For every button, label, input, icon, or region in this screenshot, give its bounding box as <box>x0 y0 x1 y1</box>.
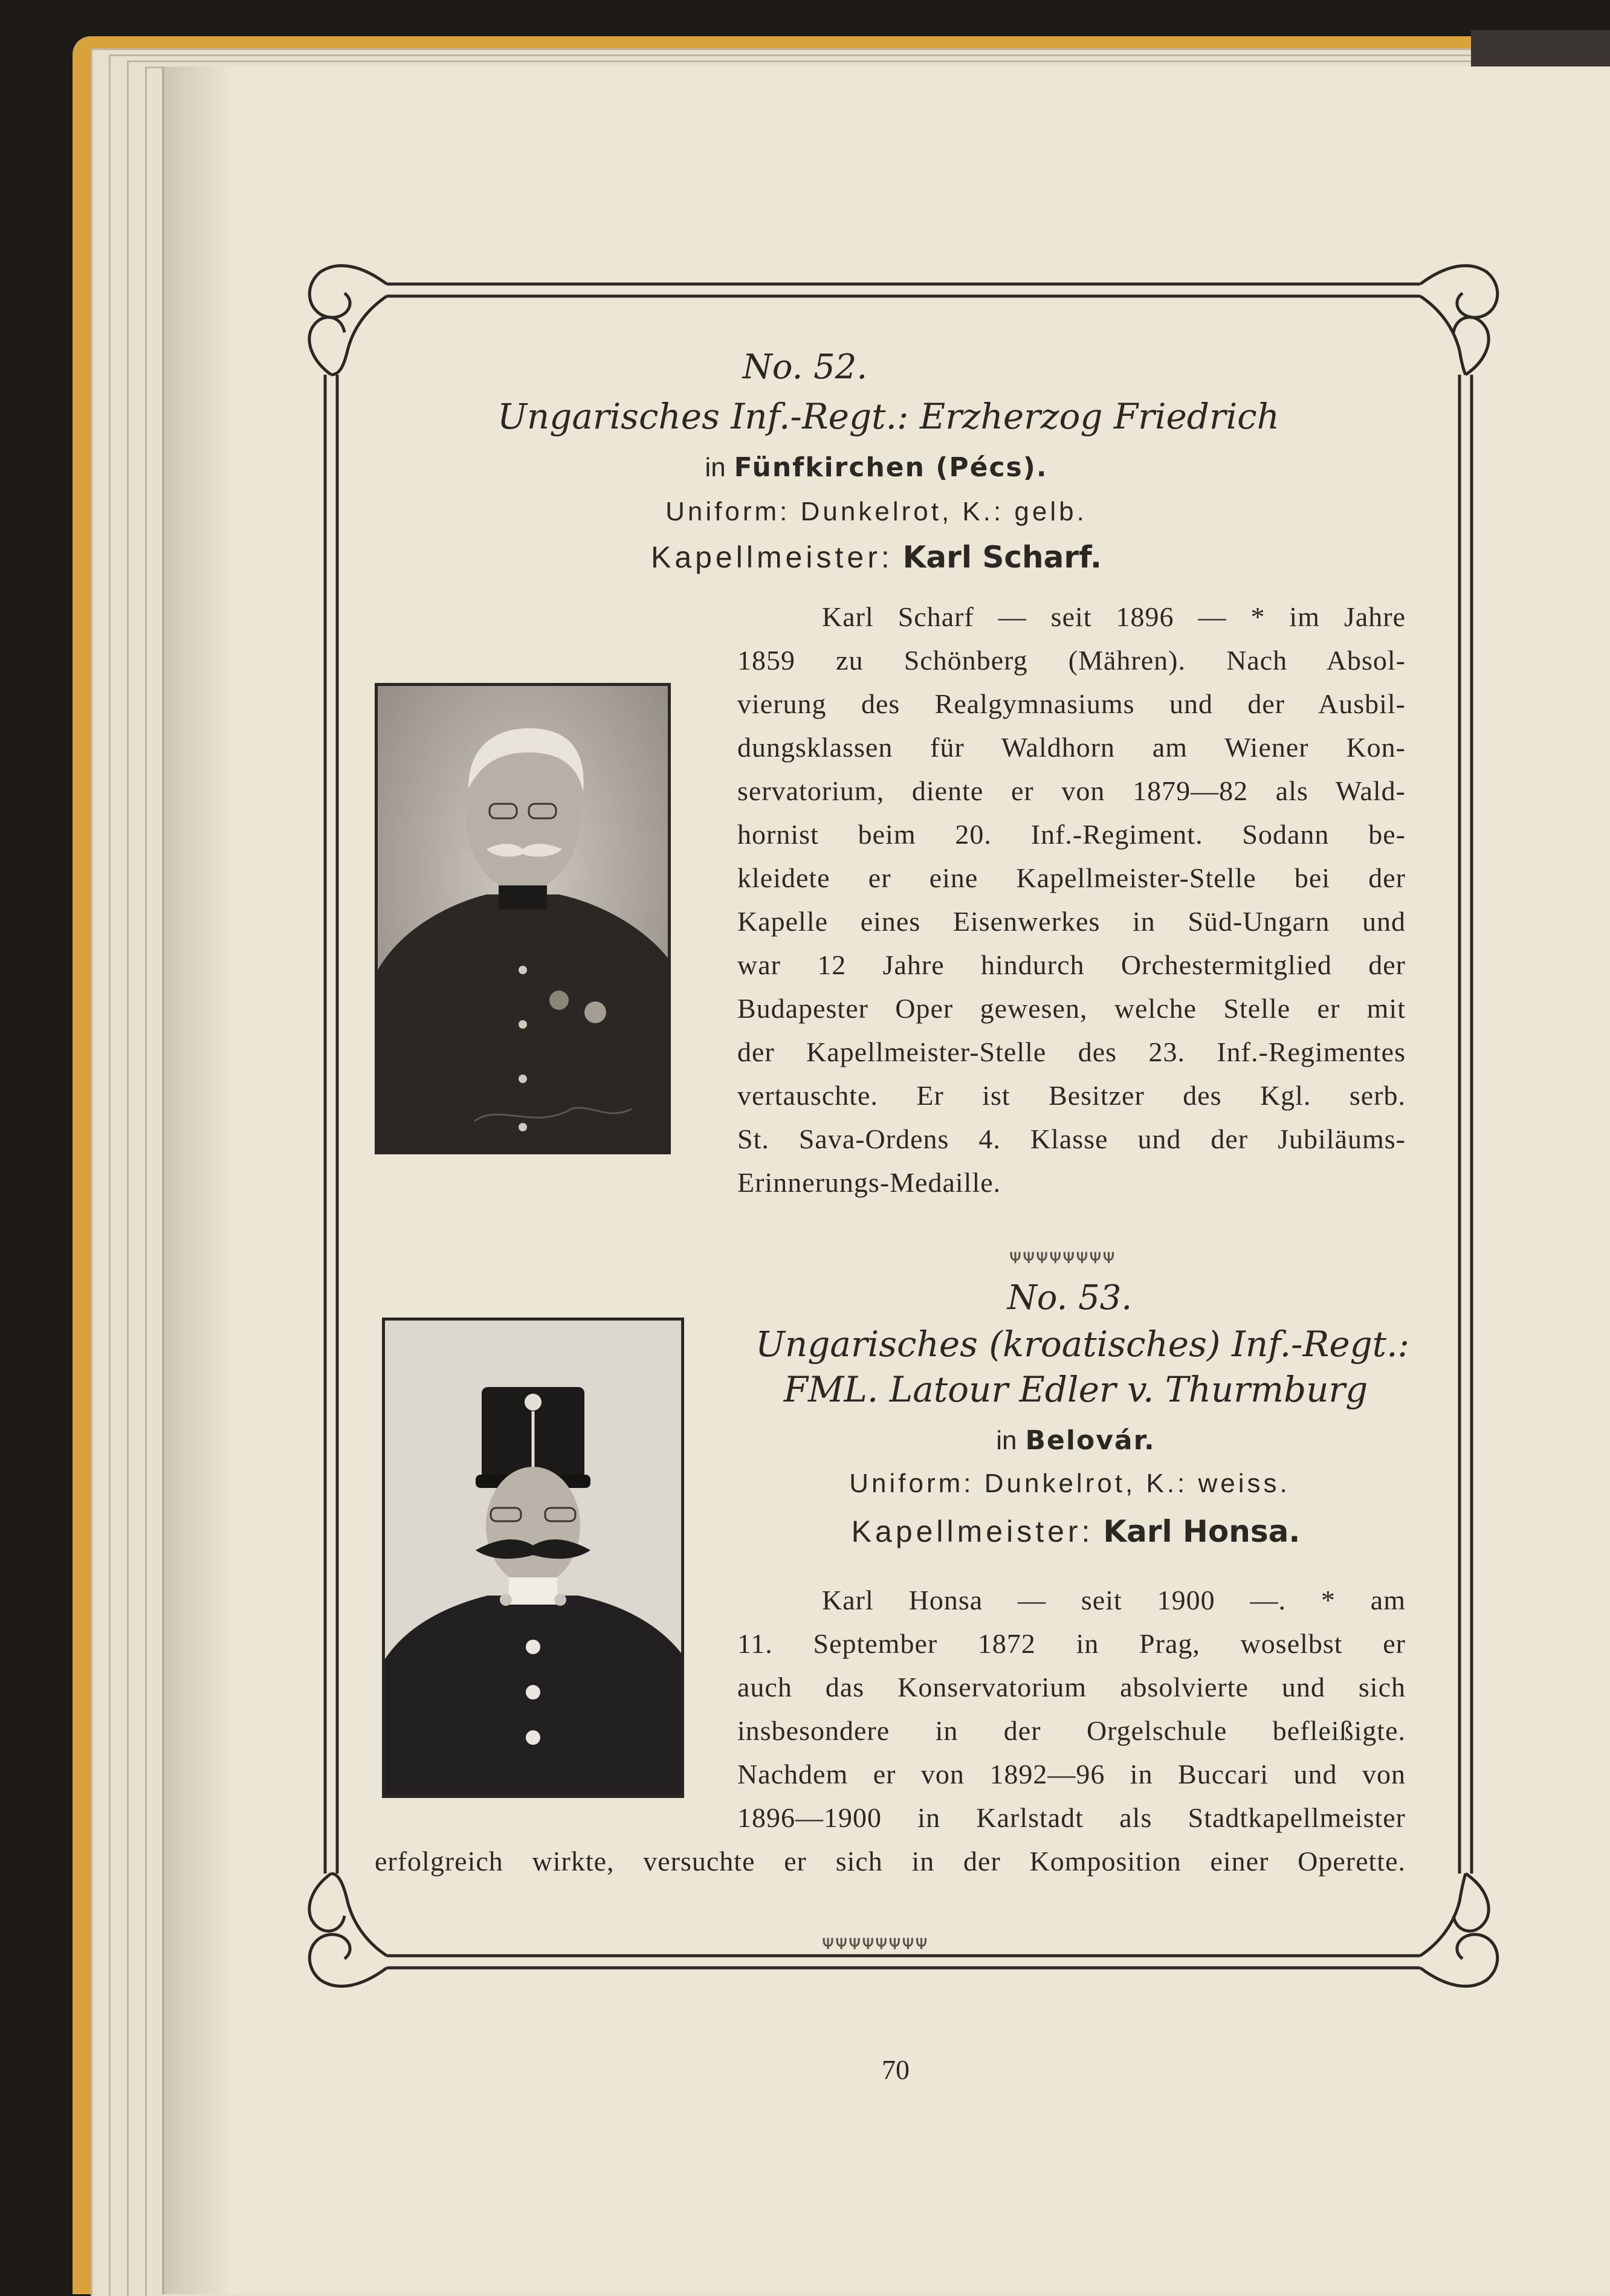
location-prefix: in <box>996 1426 1017 1455</box>
entry-52-bandmaster-name: Karl Scharf. <box>902 540 1102 575</box>
entry-53-location-line <box>876 1425 1275 1456</box>
bio-line: vertauschte. Er ist Besitzer des Kgl. serb. <box>737 1080 1406 1111</box>
entry-52-uniform: Uniform: Dunkelrot, K.: gelb. <box>665 497 1087 526</box>
bio-line: auch das Konservatorium absolvierte und sich <box>737 1672 1406 1703</box>
portrait-illustration <box>378 686 668 1151</box>
entry-52-location: Fünfkirchen (Pécs). <box>734 452 1048 483</box>
entry-53-number: No. 53. <box>1007 1278 1133 1318</box>
bio-line: Nachdem er von 1892—96 in Buccari und von <box>737 1759 1406 1790</box>
entry-53-regiment-line2: FML. Latour Edler v. Thurmburg <box>783 1369 1368 1410</box>
bio-line: Budapester Oper gewesen, welche Stelle er mit <box>737 993 1406 1024</box>
entry-53-location: Belovár. <box>1025 1425 1156 1456</box>
bio-line: war 12 Jahre hindurch Orchestermitglied der <box>737 949 1406 980</box>
bio-line: 1859 zu Schönberg (Mähren). Nach Absol- <box>737 645 1406 676</box>
bio-line: hornist beim 20. Inf.-Regiment. Sodann be- <box>737 819 1406 850</box>
entry-53-biography-full-width <box>375 1840 1406 1883</box>
entry-53-bandmaster-line <box>786 1514 1366 1549</box>
bandmaster-label: Kapellmeister: <box>851 1515 1094 1548</box>
entry-52-regiment: Ungarisches Inf.-Regt.: Erzherzog Friedrich <box>497 396 1280 437</box>
bio-line: vierung des Realgymnasiums und der Ausbil- <box>737 688 1406 719</box>
portrait-photo-karl-scharf <box>375 683 671 1154</box>
bio-line: servatorium, diente er von 1879—82 als Wald- <box>737 775 1406 806</box>
bio-line: 11. September 1872 in Prag, woselbst er <box>737 1628 1406 1659</box>
page-number: 70 <box>882 2054 910 2085</box>
section-separator-ornament: ᴪᴪᴪᴪᴪᴪᴪᴪ <box>822 1930 929 1955</box>
bio-line: Erinnerungs-Medaille. <box>737 1167 1001 1198</box>
entry-52-biography <box>737 595 1406 1205</box>
bio-line: St. Sava-Ordens 4. Klasse und der Jubiläums- <box>737 1124 1406 1154</box>
portrait-photo-karl-honsa <box>382 1318 684 1798</box>
entry-53-regiment-line1: Ungarisches (kroatisches) Inf.-Regt.: <box>755 1324 1410 1365</box>
bio-line: dungsklassen für Waldhorn am Wiener Kon- <box>737 732 1406 763</box>
entry-52-number: No. 52. <box>742 348 868 387</box>
bio-line: der Kapellmeister-Stelle des 23. Inf.-Regimentes <box>737 1036 1406 1067</box>
section-separator-ornament: ᴪᴪᴪᴪᴪᴪᴪᴪ <box>1009 1244 1116 1269</box>
bio-line: 1896—1900 in Karlstadt als Stadtkapellmeister <box>737 1802 1406 1833</box>
bio-line: Karl Honsa — seit 1900 —. * am <box>822 1585 1406 1615</box>
bio-line: erfolgreich wirkte, versuchte er sich in der Komposition einer Operette. <box>375 1846 1406 1877</box>
entry-52-bandmaster-line <box>544 540 1209 575</box>
bio-line: insbesondere in der Orgelschule befleißigte. <box>737 1715 1406 1746</box>
portrait-illustration <box>385 1321 681 1795</box>
location-prefix: in <box>705 453 726 482</box>
entry-53-bandmaster-name: Karl Honsa. <box>1103 1514 1301 1549</box>
bio-line: Kapelle eines Eisenwerkes in Süd-Ungarn und <box>737 906 1406 937</box>
entry-53-uniform: Uniform: Dunkelrot, K.: weiss. <box>849 1469 1290 1498</box>
entry-53-biography <box>737 1579 1406 1840</box>
bio-line: Karl Scharf — seit 1896 — * im Jahre <box>822 601 1406 632</box>
bandmaster-label: Kapellmeister: <box>650 540 893 574</box>
entry-52-location-line <box>604 452 1148 483</box>
bio-line: kleidete er eine Kapellmeister-Stelle bei der <box>737 862 1406 893</box>
